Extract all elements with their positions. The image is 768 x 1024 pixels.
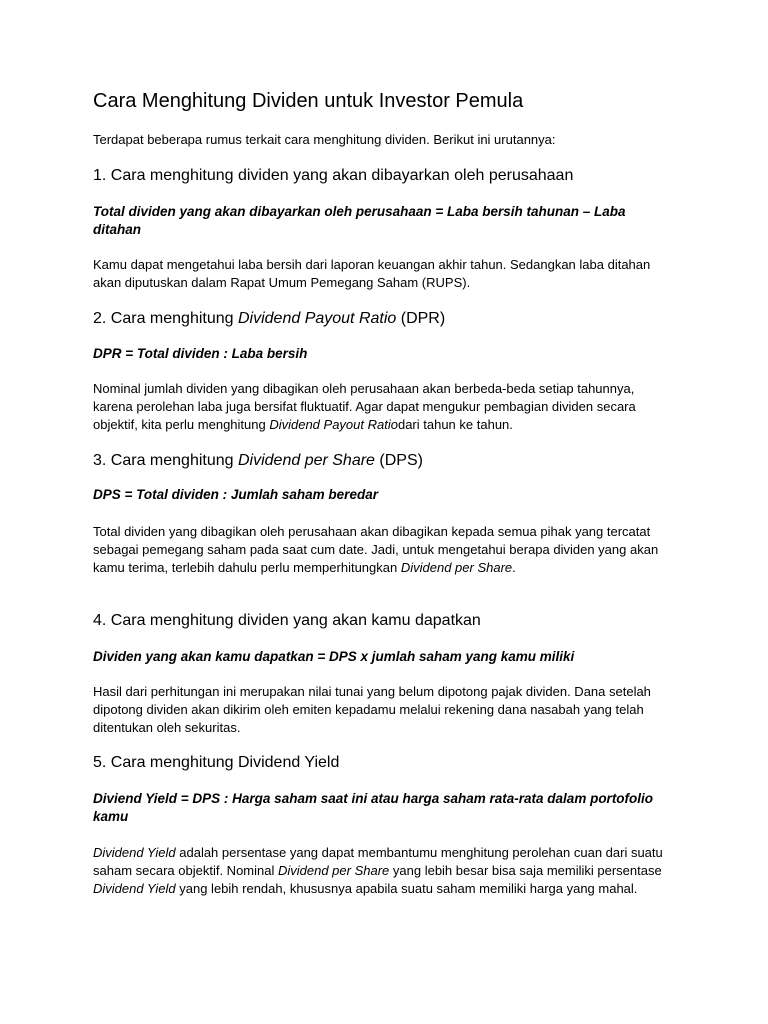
section-5-heading: 5. Cara menghitung Dividend Yield bbox=[93, 754, 340, 771]
section-2-body-suffix: dari tahun ke tahun. bbox=[397, 417, 513, 432]
section-3-formula: DPS = Total dividen : Jumlah saham beredar bbox=[93, 487, 378, 502]
section-4-formula: Dividen yang akan kamu dapatkan = DPS x jumlah saham yang kamu miliki bbox=[93, 649, 575, 664]
section-2-formula: DPR = Total dividen : Laba bersih bbox=[93, 346, 308, 361]
section-1-heading: 1. Cara menghitung dividen yang akan dibayarkan oleh perusahaan bbox=[93, 167, 574, 184]
section-5-body-text-1: adalah persentase yang dapat membantumu menghitung perolehan cuan dari suatu saham secara objektif. Nominal bbox=[93, 845, 663, 878]
section-2-body-italic: Dividend Payout Ratio bbox=[269, 417, 398, 432]
section-5-body-italic-2: Dividend per Share bbox=[277, 863, 390, 878]
section-1-body: Kamu dapat mengetahui laba bersih dari laporan keuangan akhir tahun. Sedangkan laba ditahan akan diputuskan dalam Rapat Umum Pemegang Saham (RUPS). bbox=[93, 257, 651, 290]
section-5-formula: Diviend Yield = DPS : Harga saham saat ini atau harga saham rata-rata dalam portofolio kamu bbox=[93, 791, 654, 824]
section-2-body-prefix: Nominal jumlah dividen yang dibagikan oleh perusahaan akan berbeda-beda setiap tahunnya, karena perolehan laba juga bersifat fluktuatif. Agar dapat mengukur pembagian dividen secara objektif, kita perlu menghitung bbox=[93, 381, 636, 432]
section-3-heading-italic: Dividend per Share bbox=[237, 452, 375, 469]
section-5-body-italic-3: Dividend Yield bbox=[93, 881, 176, 896]
section-4-heading: 4. Cara menghitung dividen yang akan kamu dapatkan bbox=[93, 612, 481, 629]
section-4-body: Hasil dari perhitungan ini merupakan nilai tunai yang belum dipotong pajak dividen. Dana setelah dipotong dividen akan dikirim oleh emiten kepadamu melalui rekening dana nasabah yang telah ditentukan oleh sekuritas. bbox=[93, 684, 651, 735]
section-2-heading-italic: Dividend Payout Ratio bbox=[237, 310, 397, 327]
section-3-body-suffix: . bbox=[512, 560, 516, 575]
section-3-heading-suffix: (DPS) bbox=[374, 452, 423, 469]
section-3-heading bbox=[93, 451, 673, 471]
section-3-body-prefix: Total dividen yang dibagikan oleh perusahaan akan dibagikan kepada semua pihak yang tercatat sebagai pemegang saham pada saat cum date. Jadi, untuk mengetahui berapa dividen yang akan kamu terima, terlebih dahulu perlu memperhitungkan bbox=[93, 524, 659, 575]
section-5-body-text-2: yang lebih besar bisa saja memiliki persentase bbox=[389, 863, 662, 878]
section-5-body-italic-1: Dividend Yield bbox=[93, 845, 176, 860]
section-5-body-text-3: yang lebih rendah, khususnya apabila suatu saham memiliki harga yang mahal. bbox=[175, 881, 638, 896]
section-3-body bbox=[93, 523, 673, 577]
section-2-heading-prefix: 2. Cara menghitung bbox=[93, 310, 238, 327]
section-2-heading bbox=[93, 309, 673, 329]
section-5-body bbox=[93, 844, 673, 898]
section-3-heading-prefix: 3. Cara menghitung bbox=[93, 452, 238, 469]
section-1-formula: Total dividen yang akan dibayarkan oleh perusahaan = Laba bersih tahunan – Laba ditahan bbox=[93, 204, 626, 237]
section-2-body bbox=[93, 380, 673, 434]
document-title: Cara Menghitung Dividen untuk Investor Pemula bbox=[93, 90, 524, 112]
section-3-body-italic: Dividend per Share bbox=[400, 560, 513, 575]
intro-paragraph: Terdapat beberapa rumus terkait cara menghitung dividen. Berikut ini urutannya: bbox=[93, 132, 556, 147]
section-2-heading-suffix: (DPR) bbox=[396, 310, 446, 327]
